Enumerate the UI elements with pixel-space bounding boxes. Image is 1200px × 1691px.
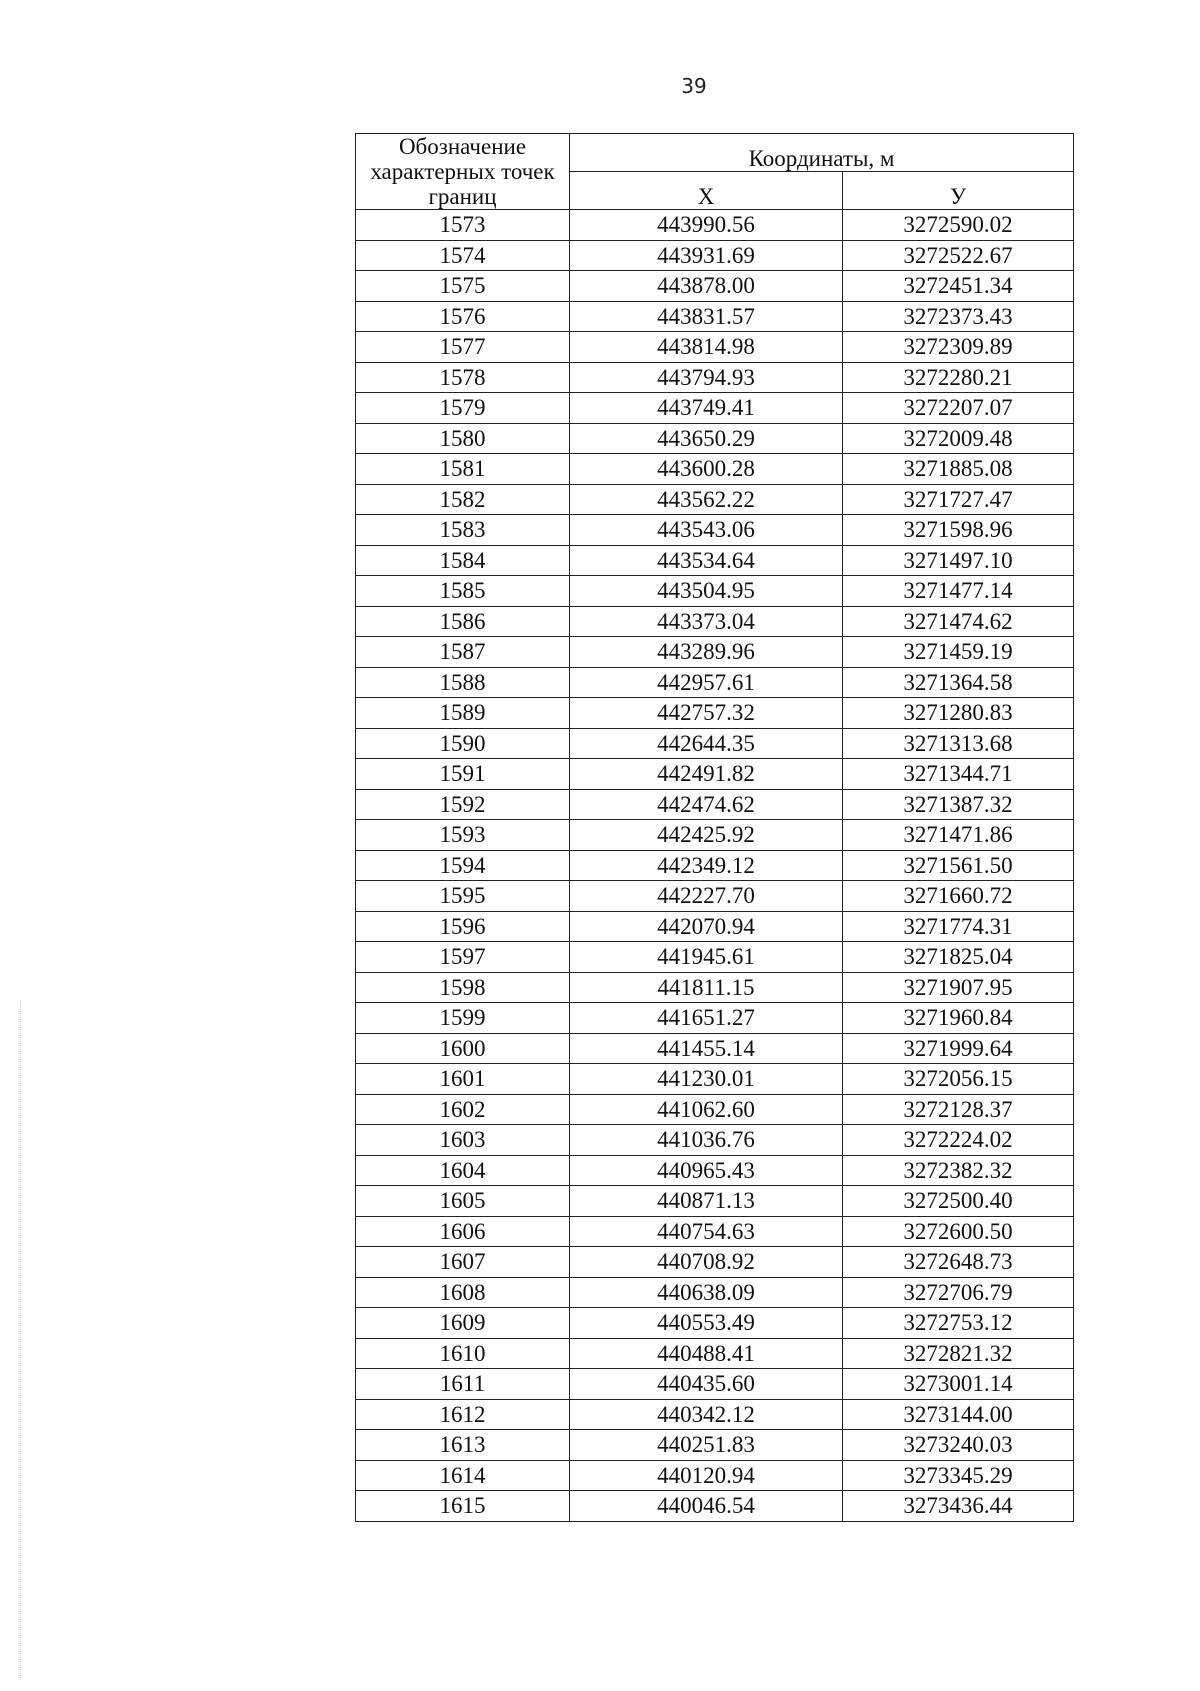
y-coordinate-cell: 3271471.86 bbox=[843, 820, 1074, 851]
table-row bbox=[356, 1186, 1074, 1217]
point-cell: 1607 bbox=[356, 1247, 570, 1278]
table-row bbox=[356, 362, 1074, 393]
x-coordinate-cell: 442491.82 bbox=[570, 759, 843, 790]
y-coordinate-cell: 3271364.58 bbox=[843, 667, 1074, 698]
table-row bbox=[356, 271, 1074, 302]
y-coordinate-cell: 3271999.64 bbox=[843, 1033, 1074, 1064]
y-column-header: У bbox=[843, 172, 1074, 210]
table-row bbox=[356, 911, 1074, 942]
point-cell: 1602 bbox=[356, 1094, 570, 1125]
table-row bbox=[356, 1033, 1074, 1064]
point-cell: 1605 bbox=[356, 1186, 570, 1217]
y-coordinate-cell: 3271313.68 bbox=[843, 728, 1074, 759]
x-coordinate-cell: 441945.61 bbox=[570, 942, 843, 973]
point-cell: 1612 bbox=[356, 1399, 570, 1430]
point-cell: 1588 bbox=[356, 667, 570, 698]
y-coordinate-cell: 3271474.62 bbox=[843, 606, 1074, 637]
y-coordinate-cell: 3273001.14 bbox=[843, 1369, 1074, 1400]
point-cell: 1582 bbox=[356, 484, 570, 515]
y-coordinate-cell: 3271477.14 bbox=[843, 576, 1074, 607]
point-cell: 1614 bbox=[356, 1460, 570, 1491]
x-coordinate-cell: 443600.28 bbox=[570, 454, 843, 485]
table-row bbox=[356, 576, 1074, 607]
x-coordinate-cell: 440708.92 bbox=[570, 1247, 843, 1278]
table-row bbox=[356, 728, 1074, 759]
point-cell: 1581 bbox=[356, 454, 570, 485]
point-cell: 1608 bbox=[356, 1277, 570, 1308]
point-cell: 1615 bbox=[356, 1491, 570, 1522]
table-row bbox=[356, 393, 1074, 424]
y-coordinate-cell: 3272207.07 bbox=[843, 393, 1074, 424]
x-coordinate-cell: 443794.93 bbox=[570, 362, 843, 393]
point-cell: 1613 bbox=[356, 1430, 570, 1461]
x-coordinate-cell: 443931.69 bbox=[570, 240, 843, 271]
x-coordinate-cell: 442474.62 bbox=[570, 789, 843, 820]
x-coordinate-cell: 443831.57 bbox=[570, 301, 843, 332]
table-row bbox=[356, 210, 1074, 241]
y-coordinate-cell: 3272706.79 bbox=[843, 1277, 1074, 1308]
point-cell: 1592 bbox=[356, 789, 570, 820]
point-cell: 1583 bbox=[356, 515, 570, 546]
point-cell: 1574 bbox=[356, 240, 570, 271]
y-coordinate-cell: 3272224.02 bbox=[843, 1125, 1074, 1156]
point-cell: 1609 bbox=[356, 1308, 570, 1339]
x-coordinate-cell: 442227.70 bbox=[570, 881, 843, 912]
y-coordinate-cell: 3271774.31 bbox=[843, 911, 1074, 942]
point-cell: 1594 bbox=[356, 850, 570, 881]
y-coordinate-cell: 3271727.47 bbox=[843, 484, 1074, 515]
table-row bbox=[356, 972, 1074, 1003]
table-row bbox=[356, 1125, 1074, 1156]
x-coordinate-cell: 441811.15 bbox=[570, 972, 843, 1003]
x-coordinate-cell: 442070.94 bbox=[570, 911, 843, 942]
x-coordinate-cell: 440046.54 bbox=[570, 1491, 843, 1522]
y-coordinate-cell: 3273144.00 bbox=[843, 1399, 1074, 1430]
point-cell: 1591 bbox=[356, 759, 570, 790]
y-coordinate-cell: 3272280.21 bbox=[843, 362, 1074, 393]
table-row bbox=[356, 423, 1074, 454]
y-coordinate-cell: 3272590.02 bbox=[843, 210, 1074, 241]
point-column-header: Обозначение характерных точек границ bbox=[356, 134, 570, 210]
y-coordinate-cell: 3272382.32 bbox=[843, 1155, 1074, 1186]
y-coordinate-cell: 3272821.32 bbox=[843, 1338, 1074, 1369]
table-row bbox=[356, 454, 1074, 485]
y-coordinate-cell: 3271344.71 bbox=[843, 759, 1074, 790]
table-row bbox=[356, 637, 1074, 668]
table-row bbox=[356, 850, 1074, 881]
x-coordinate-cell: 443990.56 bbox=[570, 210, 843, 241]
point-cell: 1584 bbox=[356, 545, 570, 576]
x-coordinate-cell: 440488.41 bbox=[570, 1338, 843, 1369]
point-cell: 1611 bbox=[356, 1369, 570, 1400]
table-row bbox=[356, 759, 1074, 790]
point-cell: 1587 bbox=[356, 637, 570, 668]
table-header bbox=[356, 134, 1074, 210]
x-coordinate-cell: 443878.00 bbox=[570, 271, 843, 302]
y-coordinate-cell: 3271561.50 bbox=[843, 850, 1074, 881]
point-cell: 1580 bbox=[356, 423, 570, 454]
y-coordinate-cell: 3271660.72 bbox=[843, 881, 1074, 912]
table-row bbox=[356, 820, 1074, 851]
y-coordinate-cell: 3272500.40 bbox=[843, 1186, 1074, 1217]
y-coordinate-cell: 3272056.15 bbox=[843, 1064, 1074, 1095]
x-coordinate-cell: 441062.60 bbox=[570, 1094, 843, 1125]
y-coordinate-cell: 3272600.50 bbox=[843, 1216, 1074, 1247]
x-coordinate-cell: 443562.22 bbox=[570, 484, 843, 515]
y-coordinate-cell: 3273436.44 bbox=[843, 1491, 1074, 1522]
x-coordinate-cell: 442644.35 bbox=[570, 728, 843, 759]
point-cell: 1603 bbox=[356, 1125, 570, 1156]
y-coordinate-cell: 3271497.10 bbox=[843, 545, 1074, 576]
point-cell: 1578 bbox=[356, 362, 570, 393]
page-number: 39 bbox=[681, 74, 707, 98]
point-cell: 1596 bbox=[356, 911, 570, 942]
x-coordinate-cell: 440251.83 bbox=[570, 1430, 843, 1461]
coordinates-column-header: Координаты, м bbox=[570, 134, 1074, 172]
point-cell: 1589 bbox=[356, 698, 570, 729]
point-cell: 1586 bbox=[356, 606, 570, 637]
x-coordinate-cell: 441230.01 bbox=[570, 1064, 843, 1095]
point-cell: 1575 bbox=[356, 271, 570, 302]
point-cell: 1599 bbox=[356, 1003, 570, 1034]
x-coordinate-cell: 443543.06 bbox=[570, 515, 843, 546]
table-row bbox=[356, 1064, 1074, 1095]
x-coordinate-cell: 443814.98 bbox=[570, 332, 843, 363]
table-row bbox=[356, 1277, 1074, 1308]
point-cell: 1590 bbox=[356, 728, 570, 759]
table-row bbox=[356, 606, 1074, 637]
x-column-header: Х bbox=[570, 172, 843, 210]
x-coordinate-cell: 443534.64 bbox=[570, 545, 843, 576]
point-cell: 1610 bbox=[356, 1338, 570, 1369]
x-coordinate-cell: 442757.32 bbox=[570, 698, 843, 729]
y-coordinate-cell: 3271825.04 bbox=[843, 942, 1074, 973]
x-coordinate-cell: 443373.04 bbox=[570, 606, 843, 637]
table-row bbox=[356, 1338, 1074, 1369]
point-cell: 1601 bbox=[356, 1064, 570, 1095]
table-row bbox=[356, 1003, 1074, 1034]
table-row bbox=[356, 698, 1074, 729]
y-coordinate-cell: 3271459.19 bbox=[843, 637, 1074, 668]
point-cell: 1604 bbox=[356, 1155, 570, 1186]
y-coordinate-cell: 3272009.48 bbox=[843, 423, 1074, 454]
table-row bbox=[356, 1460, 1074, 1491]
point-cell: 1579 bbox=[356, 393, 570, 424]
y-coordinate-cell: 3271387.32 bbox=[843, 789, 1074, 820]
table-row bbox=[356, 332, 1074, 363]
table-row bbox=[356, 1216, 1074, 1247]
y-coordinate-cell: 3272309.89 bbox=[843, 332, 1074, 363]
table-row bbox=[356, 484, 1074, 515]
table-row bbox=[356, 515, 1074, 546]
x-coordinate-cell: 440435.60 bbox=[570, 1369, 843, 1400]
table-row bbox=[356, 1430, 1074, 1461]
x-coordinate-cell: 440120.94 bbox=[570, 1460, 843, 1491]
table-row bbox=[356, 1399, 1074, 1430]
x-coordinate-cell: 442957.61 bbox=[570, 667, 843, 698]
table-row bbox=[356, 942, 1074, 973]
table-row bbox=[356, 240, 1074, 271]
y-coordinate-cell: 3272373.43 bbox=[843, 301, 1074, 332]
point-cell: 1600 bbox=[356, 1033, 570, 1064]
y-coordinate-cell: 3273240.03 bbox=[843, 1430, 1074, 1461]
point-cell: 1577 bbox=[356, 332, 570, 363]
x-coordinate-cell: 441036.76 bbox=[570, 1125, 843, 1156]
table-row bbox=[356, 1308, 1074, 1339]
x-coordinate-cell: 440871.13 bbox=[570, 1186, 843, 1217]
table-row bbox=[356, 1247, 1074, 1278]
table-body bbox=[356, 210, 1074, 1522]
y-coordinate-cell: 3271885.08 bbox=[843, 454, 1074, 485]
point-cell: 1585 bbox=[356, 576, 570, 607]
point-cell: 1573 bbox=[356, 210, 570, 241]
y-coordinate-cell: 3272128.37 bbox=[843, 1094, 1074, 1125]
table-row bbox=[356, 1491, 1074, 1522]
y-coordinate-cell: 3273345.29 bbox=[843, 1460, 1074, 1491]
x-coordinate-cell: 440342.12 bbox=[570, 1399, 843, 1430]
y-coordinate-cell: 3271907.95 bbox=[843, 972, 1074, 1003]
x-coordinate-cell: 441651.27 bbox=[570, 1003, 843, 1034]
table-row bbox=[356, 1369, 1074, 1400]
table-row bbox=[356, 1155, 1074, 1186]
y-coordinate-cell: 3272648.73 bbox=[843, 1247, 1074, 1278]
x-coordinate-cell: 443650.29 bbox=[570, 423, 843, 454]
x-coordinate-cell: 443749.41 bbox=[570, 393, 843, 424]
point-cell: 1606 bbox=[356, 1216, 570, 1247]
y-coordinate-cell: 3271960.84 bbox=[843, 1003, 1074, 1034]
table-row bbox=[356, 1094, 1074, 1125]
table-row bbox=[356, 881, 1074, 912]
y-coordinate-cell: 3271598.96 bbox=[843, 515, 1074, 546]
x-coordinate-cell: 440754.63 bbox=[570, 1216, 843, 1247]
point-cell: 1593 bbox=[356, 820, 570, 851]
x-coordinate-cell: 441455.14 bbox=[570, 1033, 843, 1064]
table-row bbox=[356, 789, 1074, 820]
point-cell: 1595 bbox=[356, 881, 570, 912]
point-cell: 1597 bbox=[356, 942, 570, 973]
table-row bbox=[356, 667, 1074, 698]
y-coordinate-cell: 3271280.83 bbox=[843, 698, 1074, 729]
x-coordinate-cell: 440638.09 bbox=[570, 1277, 843, 1308]
y-coordinate-cell: 3272522.67 bbox=[843, 240, 1074, 271]
point-cell: 1576 bbox=[356, 301, 570, 332]
x-coordinate-cell: 442349.12 bbox=[570, 850, 843, 881]
x-coordinate-cell: 440965.43 bbox=[570, 1155, 843, 1186]
point-cell: 1598 bbox=[356, 972, 570, 1003]
x-coordinate-cell: 440553.49 bbox=[570, 1308, 843, 1339]
scan-margin-artifact bbox=[20, 1000, 22, 1680]
table-row bbox=[356, 301, 1074, 332]
y-coordinate-cell: 3272451.34 bbox=[843, 271, 1074, 302]
x-coordinate-cell: 443504.95 bbox=[570, 576, 843, 607]
x-coordinate-cell: 443289.96 bbox=[570, 637, 843, 668]
x-coordinate-cell: 442425.92 bbox=[570, 820, 843, 851]
coordinates-table bbox=[355, 133, 1074, 1522]
y-coordinate-cell: 3272753.12 bbox=[843, 1308, 1074, 1339]
table-row bbox=[356, 545, 1074, 576]
